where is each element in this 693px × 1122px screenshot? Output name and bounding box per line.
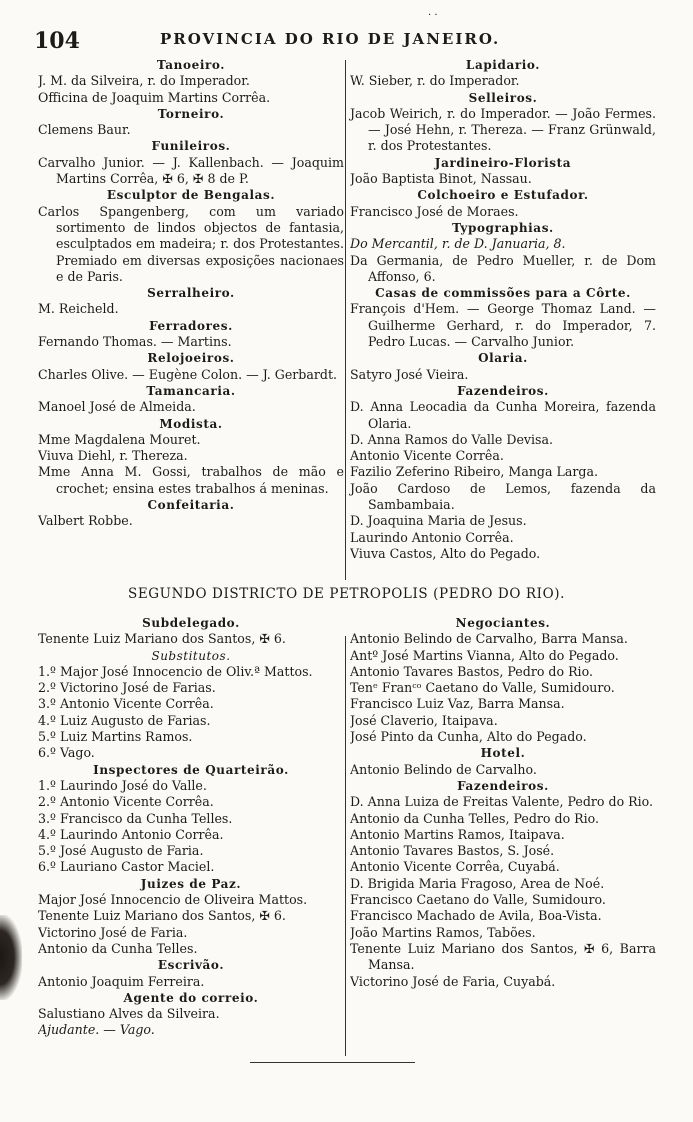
entry: 3.º Antonio Vicente Corrêa. [38, 696, 214, 712]
entry: Officina de Joaquim Martins Corrêa. [38, 89, 271, 105]
section-heading: Hotel. [480, 746, 526, 761]
section-heading: Fazendeiros. [457, 383, 549, 398]
entry: Carvalho Junior. — J. Kallenbach. — Joaquim Martins Corrêa, ✠ 6, ✠ 8 de P. [38, 154, 344, 187]
entry: João Martins Ramos, Tabões. [350, 924, 536, 940]
entry: Laurindo Antonio Corrêa. [350, 529, 514, 545]
section-heading: Relojoeiros. [147, 351, 235, 366]
entry: 5.º José Augusto de Faria. [38, 843, 204, 859]
entry: Da Germania, de Pedro Mueller, r. de Dom Affonso, 6. [350, 252, 656, 284]
page-number: 104 [34, 28, 80, 54]
entry: 1.º Major José Innocencio de Oliv.ª Mattos. [38, 663, 313, 679]
entry: Do Mercantil, r. de D. Januaria, 8. [350, 236, 566, 252]
entry: W. Sieber, r. do Imperador. [350, 73, 520, 89]
entry: D. Brigida Maria Fragoso, Area de Noé. [350, 875, 605, 891]
entry: Major José Innocencio de Oliveira Mattos. [38, 892, 308, 908]
entry: Antonio Tavares Bastos, S. José. [350, 843, 555, 859]
section-heading: Colchoeiro e Estufador. [417, 188, 589, 203]
entry: Francisco José de Moraes. [350, 203, 519, 219]
entry: Francisco Luiz Vaz, Barra Mansa. [350, 696, 565, 712]
entry: Tenᵉ Franᶜᵒ Caetano do Valle, Sumidouro. [350, 680, 615, 696]
top-right-column [350, 57, 656, 562]
entry: 3.º Francisco da Cunha Telles. [38, 810, 233, 826]
section-heading: Agente do correio. [123, 990, 259, 1005]
section-heading: Modista. [159, 416, 223, 431]
entry: Fernando Thomas. — Martins. [38, 334, 232, 350]
column-divider-bottom [345, 636, 346, 1056]
section-heading: Subdelegado. [142, 616, 240, 630]
entry: 2.º Antonio Vicente Corrêa. [38, 794, 214, 810]
entry: D. Joaquina Maria de Jesus. [350, 513, 527, 529]
top-left-column [38, 57, 344, 530]
entry: Tenente Luiz Mariano dos Santos, ✠ 6. [38, 908, 286, 924]
section-heading: Typographias. [452, 220, 554, 235]
section-heading: Casas de commissões para a Côrte. [375, 286, 631, 301]
entry: Antº José Martins Vianna, Alto do Pegado. [350, 647, 619, 663]
entry: Francisco Caetano do Valle, Sumidouro. [350, 892, 606, 908]
page-header-title: PROVINCIA DO RIO DE JANEIRO. [160, 30, 501, 48]
entry: Fazilio Zeferino Ribeiro, Manga Larga. [350, 464, 598, 480]
entry: Satyro José Vieira. [350, 366, 469, 382]
section-heading: Escrivão. [157, 958, 225, 973]
entry: Antonio Martins Ramos, Itaipava. [350, 826, 565, 842]
section-heading: Substitutos. [151, 648, 231, 663]
section-heading: Ferradores. [149, 318, 233, 333]
entry: D. Anna Luiza de Freitas Valente, Pedro do Rio. [350, 794, 654, 810]
entry: 4.º Laurindo Antonio Corrêa. [38, 826, 224, 842]
section-heading: Lapidario. [465, 58, 541, 72]
section-heading: Negociantes. [455, 616, 551, 630]
entry: Viuva Diehl, r. Thereza. [38, 448, 188, 464]
entry: Antonio Tavares Bastos, Pedro do Rio. [350, 663, 593, 679]
entry: François d'Hem. — George Thomaz Land. — Guilherme Gerhard, r. do Imperador, 7. Pedro Lucas. — Carvalho Junior. [350, 301, 656, 350]
entry: Antonio Joaquim Ferreira. [38, 973, 205, 989]
entry: Valbert Robbe. [38, 513, 133, 529]
section-heading: Jardineiro-Florista [434, 155, 572, 170]
entry: Antonio da Cunha Telles, Pedro do Rio. [350, 810, 600, 826]
bottom-left-column [38, 615, 344, 1039]
entry: Antonio Vicente Corrêa, Cuyabá. [350, 859, 560, 875]
entry: José Claverio, Itaipava. [350, 712, 498, 728]
entry: Viuva Castos, Alto do Pegado. [350, 545, 541, 561]
entry: D. Anna Leocadia da Cunha Moreira, fazenda Olaria. [350, 399, 656, 431]
entry: João Baptista Binot, Nassau. [350, 171, 532, 187]
district-title: SEGUNDO DISTRICTO DE PETROPOLIS (PEDRO DO RIO). [127, 586, 566, 602]
entry: Clemens Baur. [38, 122, 131, 138]
section-heading: Juizes de Paz. [140, 876, 242, 891]
entry: 1.º Laurindo José do Valle. [38, 777, 207, 793]
bottom-right-column [350, 615, 656, 990]
closing-rule [250, 1062, 415, 1064]
entry: 6.º Lauriano Castor Maciel. [38, 859, 215, 875]
ink-stain [0, 915, 22, 1000]
section-heading: Tamancaria. [146, 383, 236, 398]
section-heading: Torneiro. [157, 106, 225, 121]
entry: Manoel José de Almeida. [38, 399, 196, 415]
entry: Jacob Weirich, r. do Imperador. — João Fermes. — José Hehn, r. Thereza. — Franz Grünwald, r. dos Protestantes. [350, 105, 656, 154]
entry: Ajudante. — Vago. [38, 1022, 155, 1038]
entry: Charles Olive. — Eugène Colon. — J. Gerbardt. [38, 366, 338, 382]
section-heading: Inspectores de Quarteirão. [93, 762, 289, 777]
section-heading: Fazendeiros. [457, 778, 549, 793]
entry: Tenente Luiz Mariano dos Santos, ✠ 6. [38, 631, 286, 647]
entry: J. M. da Silveira, r. do Imperador. [38, 73, 250, 89]
section-heading: Tanoeiro. [156, 58, 226, 72]
entry: Victorino José de Faria, Cuyabá. [350, 973, 556, 989]
section-heading: Olaria. [478, 351, 528, 366]
entry: Antonio Belindo de Carvalho. [350, 761, 537, 777]
entry: Salustiano Alves da Silveira. [38, 1006, 220, 1022]
entry: Tenente Luiz Mariano dos Santos, ✠ 6, Barra Mansa. [350, 940, 656, 973]
entry: Antonio Vicente Corrêa. [350, 448, 504, 464]
ink-dot: · · [428, 10, 438, 21]
entry: Francisco Machado de Avila, Boa-Vista. [350, 908, 602, 924]
entry: José Pinto da Cunha, Alto do Pegado. [350, 729, 587, 745]
entry: 4.º Luiz Augusto de Farias. [38, 712, 211, 728]
section-heading: Funileiros. [151, 139, 231, 154]
entry: Antonio da Cunha Telles. [38, 940, 198, 956]
section-heading: Selleiros. [468, 90, 538, 105]
section-heading: Confeitaria. [147, 498, 235, 513]
entry: 6.º Vago. [38, 745, 95, 761]
section-heading: Esculptor de Bengalas. [106, 188, 276, 203]
entry: Antonio Belindo de Carvalho, Barra Mansa. [350, 631, 628, 647]
entry: 5.º Luiz Martins Ramos. [38, 729, 193, 745]
column-divider-top [345, 60, 346, 580]
entry: Mme Magdalena Mouret. [38, 431, 201, 447]
entry: D. Anna Ramos do Valle Devisa. [350, 431, 554, 447]
entry: Carlos Spangenberg, com um variado sortimento de lindos objectos de fantasia, esculptados em madeira; r. dos Protestantes. Premiado em diversas exposições nacionaes e de Paris. [38, 203, 344, 284]
entry: João Cardoso de Lemos, fazenda da Sambambaia. [350, 480, 656, 513]
entry: Victorino José de Faria. [38, 924, 188, 940]
section-heading: Serralheiro. [147, 286, 235, 301]
entry: 2.º Victorino José de Farias. [38, 680, 216, 696]
entry: M. Reicheld. [38, 301, 119, 317]
entry: Mme Anna M. Gossi, trabalhos de mão e crochet; ensina estes trabalhos á meninas. [38, 464, 344, 496]
